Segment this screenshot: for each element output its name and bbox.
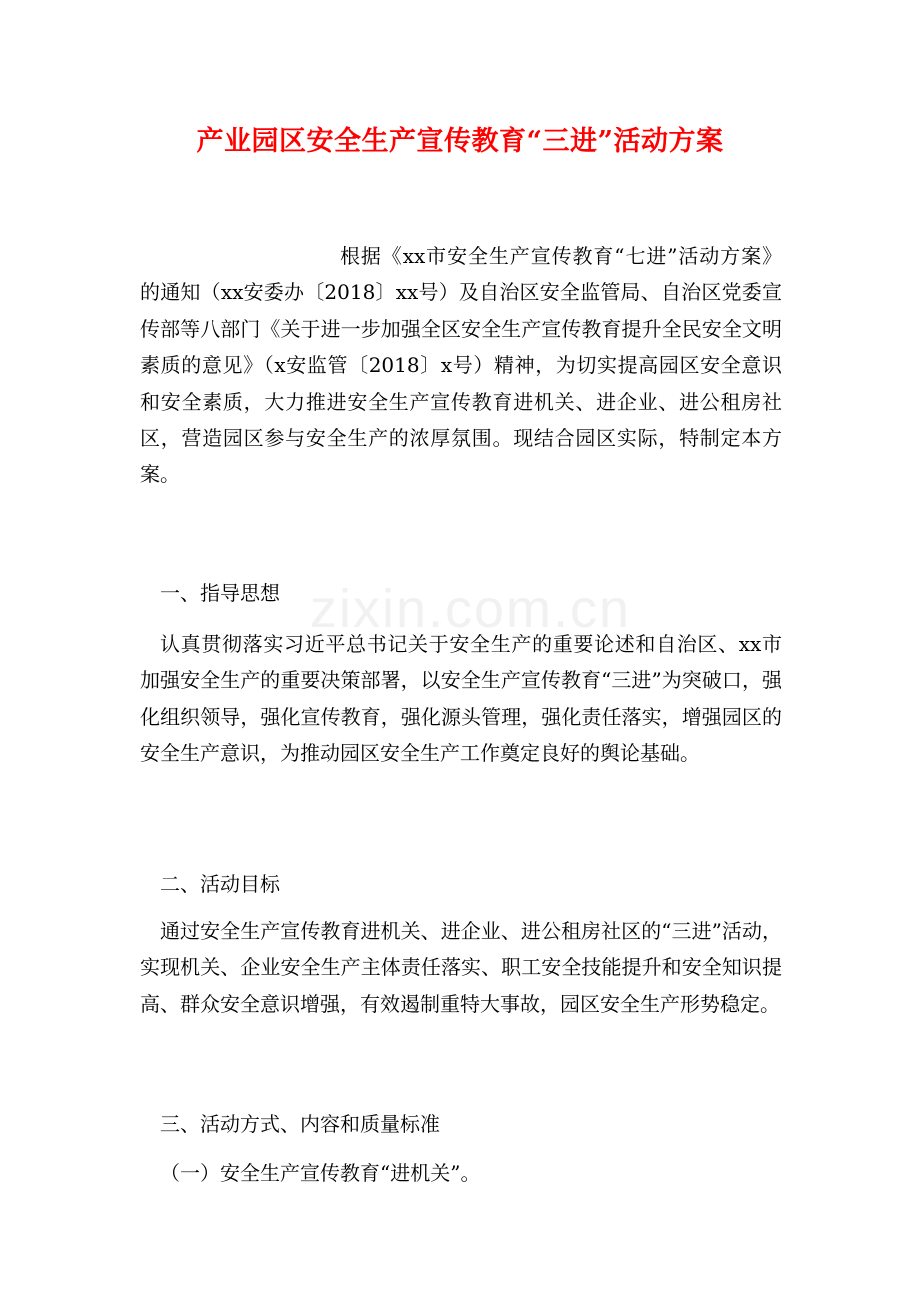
document-title: 产业园区安全生产宣传教育“三进”活动方案 [196,126,724,157]
intro-paragraph [140,238,782,493]
section-2-heading: 二、活动目标 [160,872,280,896]
section-1-paragraph [140,626,782,772]
section-2-text: 通过安全生产宣传教育进机关、进企业、进公租房社区的“三进”活动，实现机关、企业安全生产主体责任落实、职工安全技能提升和安全知识提高、群众安全意识增强，有效遏制重特大事故，园区安全生产形势稳定。 [140,919,782,1016]
intro-text: 根据《xx市安全生产宣传教育“七进”活动方案》的通知（xx安委办〔2018〕xx号）及自治区安全监管局、自治区党委宣传部等八部门《关于进一步加强全区安全生产宣传教育提升全民安全文明素质的意见》（x安监管〔2018〕x号）精神，为切实提高园区安全意识和安全素质，大力推进安全生产宣传教育进机关、进企业、进公租房社区，营造园区参与安全生产的浓厚氛围。现结合园区实际，特制定本方案。 [140,244,782,487]
subsection-1-heading: （一）安全生产宣传教育“进机关”。 [160,1161,481,1185]
section-3-heading: 三、活动方式、内容和质量标准 [160,1112,440,1136]
section-1-text: 认真贯彻落实习近平总书记关于安全生产的重要论述和自治区、xx市加强安全生产的重要决策部署，以安全生产宣传教育“三进”为突破口，强化组织领导，强化宣传教育，强化源头管理，强化责任落实，增强园区的安全生产意识，为推动园区安全生产工作奠定良好的舆论基础。 [140,632,782,766]
section-1-heading: 一、指导思想 [160,581,280,605]
watermark: zixin.com.cn [310,579,632,639]
section-2-paragraph [140,913,782,1022]
